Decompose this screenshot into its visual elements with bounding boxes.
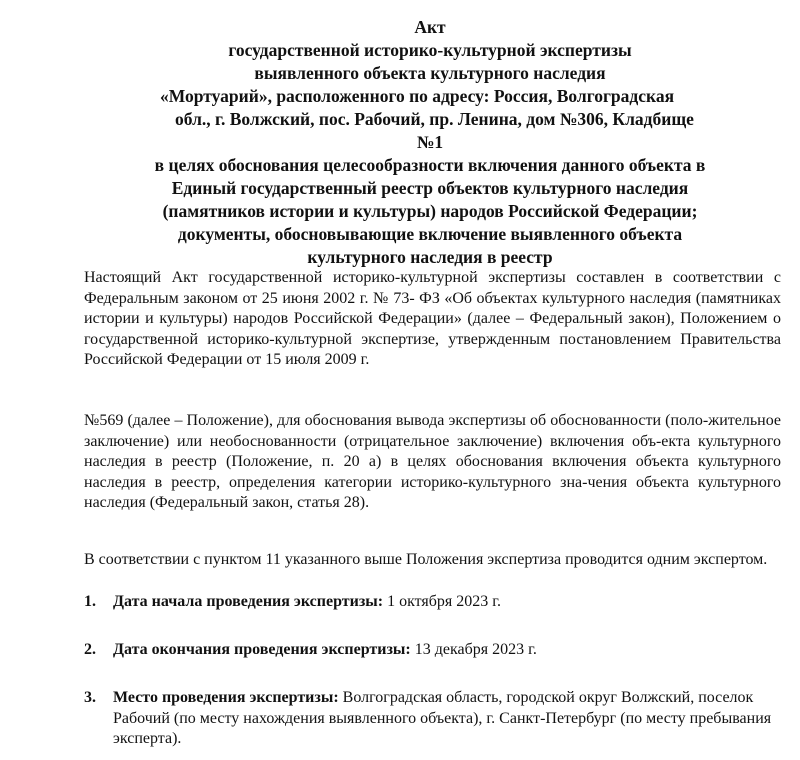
- list-item-location: [84, 688, 781, 750]
- list-number: 1.: [84, 593, 96, 610]
- title-line: выявленного объекта культурного наследия: [254, 63, 606, 83]
- purpose-paragraph: №569 (далее – Положение), для обоснования вывода экспертизы об обоснованности (поло-жительное заключение) или необоснованности (отрицательное заключение) включения объ-екта культурного наследия в реестр (Положение, п. 20 а) в целях обоснования включения объекта культурного наследия в реестр, определения категории историко-культурного зна-чения объекта культурного наследия (Федеральный закон, статья 28).: [84, 412, 781, 511]
- list-item-end-date: [84, 640, 781, 661]
- list-label: Дата окончания проведения экспертизы:: [113, 641, 411, 658]
- title-line: культурного наследия в реестр: [307, 247, 553, 267]
- title-line: государственной историко-культурной экспертизы: [228, 40, 632, 60]
- title-line: №1: [416, 132, 444, 152]
- list-number: 2.: [84, 641, 96, 658]
- list-value: 1 октября 2023 г.: [387, 593, 502, 610]
- intro-paragraph: Настоящий Акт государственной историко-культурной экспертизы составлен в соответствии с Федеральным законом от 25 июня 2002 г. № 73- ФЗ «Об объектах культурного наследия (памятниках истории и культуры) народов Российской Федерации» (далее – Федеральный закон), Положением о государственной историко-культурной экспертизе, утвержденным постановлением Правительства Российской Федерации от 15 июля 2009 г.: [84, 269, 781, 368]
- list-value: 13 декабря 2023 г.: [414, 641, 537, 658]
- title-line: в целях обоснования целесообразности включения данного объекта в: [154, 155, 706, 175]
- document-title: Акт: [414, 17, 446, 37]
- title-line: обл., г. Волжский, пос. Рабочий, пр. Ленина, дом №306, Кладбище: [175, 109, 694, 129]
- title-line: документы, обосновывающие включение выявленного объекта: [177, 224, 683, 244]
- list-label: Дата начала проведения экспертизы:: [113, 593, 384, 610]
- title-line: «Мортуарий», расположенного по адресу: Россия, Волгоградская: [160, 86, 675, 106]
- list-number: 3.: [84, 689, 96, 706]
- title-line: (памятников истории и культуры) народов Российской Федерации;: [162, 201, 698, 221]
- title-line: Единый государственный реестр объектов культурного наследия: [171, 178, 689, 198]
- list-label: Место проведения экспертизы:: [113, 689, 339, 706]
- list-value: Волгоградская область, городской округ Волжский, поселок Рабочий (по месту нахождения выявленного объекта), г. Санкт-Петербург (по месту пребывания эксперта).: [113, 689, 772, 747]
- list-item-start-date: [84, 592, 781, 613]
- expert-count-paragraph: В соответствии с пунктом 11 указанного выше Положения экспертиза проводится одним экспертом.: [84, 551, 768, 568]
